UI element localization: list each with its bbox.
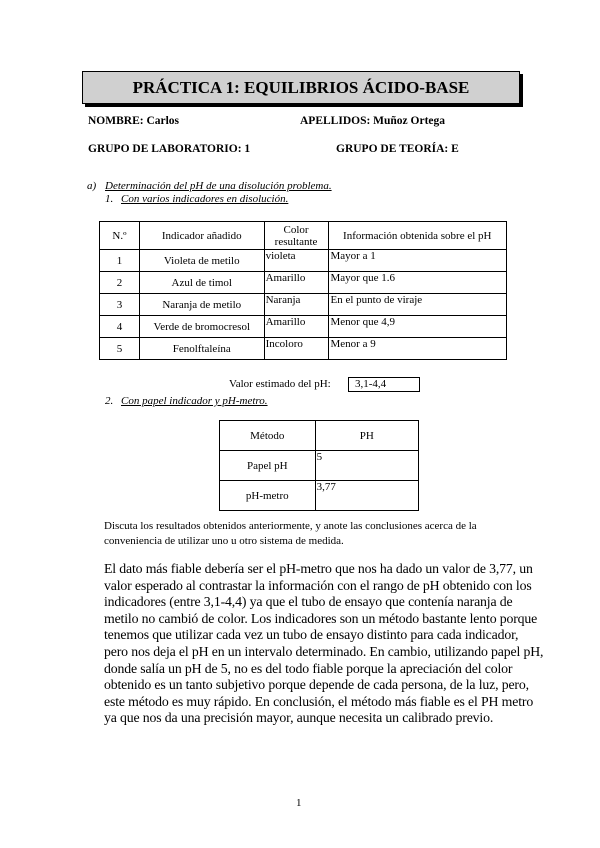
row-info: Mayor que 1.6	[328, 272, 506, 294]
table-row	[100, 338, 507, 360]
header-ph: PH	[315, 421, 418, 451]
row-info: Menor a 9	[328, 338, 506, 360]
row-ph-value: 5	[315, 451, 418, 481]
header-indicator: Indicador añadido	[139, 222, 264, 250]
row-indicator: Verde de bromocresol	[139, 316, 264, 338]
header-number: N.º	[100, 222, 140, 250]
row-info: En el punto de viraje	[328, 294, 506, 316]
row-method: Papel pH	[220, 451, 316, 481]
row-number: 1	[100, 250, 140, 272]
row-indicator: Violeta de metilo	[139, 250, 264, 272]
table-row	[100, 272, 507, 294]
estimate-label: Valor estimado del pH:	[229, 378, 331, 390]
table-row	[100, 294, 507, 316]
table-header-row	[100, 222, 507, 250]
subsection-1-title: Con varios indicadores en disolución.	[121, 193, 289, 205]
row-number: 3	[100, 294, 140, 316]
grupo-laboratorio-field: GRUPO DE LABORATORIO: 1	[88, 143, 251, 155]
grupo-teoria-field: GRUPO DE TEORÍA: E	[336, 143, 459, 155]
row-indicator: Naranja de metilo	[139, 294, 264, 316]
table-row	[100, 316, 507, 338]
header-info: Información obtenida sobre el pH	[328, 222, 506, 250]
row-indicator: Azul de timol	[139, 272, 264, 294]
indicators-table	[99, 221, 507, 360]
page-number: 1	[296, 797, 302, 809]
row-color: Naranja	[264, 294, 328, 316]
row-number: 2	[100, 272, 140, 294]
header-method: Método	[220, 421, 316, 451]
table-header-row	[220, 421, 419, 451]
row-number: 5	[100, 338, 140, 360]
row-color: Amarillo	[264, 272, 328, 294]
table-row	[220, 481, 419, 511]
table-row	[220, 451, 419, 481]
section-a-title: Determinación del pH de una disolución problema.	[105, 180, 332, 192]
row-color: Amarillo	[264, 316, 328, 338]
nombre-field: NOMBRE: Carlos	[88, 115, 180, 127]
table-row	[100, 250, 507, 272]
row-info: Mayor a 1	[328, 250, 506, 272]
discussion-prompt: Discuta los resultados obtenidos anteriormente, y anote las conclusiones acerca de la conveniencia de utilizar uno u otro sistema de medida.	[104, 520, 477, 547]
ph-table	[219, 420, 419, 511]
header-color: Color resultante	[264, 222, 328, 250]
row-indicator: Fenolftaleína	[139, 338, 264, 360]
subsection-2-title: Con papel indicador y pH-metro.	[121, 395, 268, 407]
row-color: Incoloro	[264, 338, 328, 360]
page-title: PRÁCTICA 1: EQUILIBRIOS ÁCIDO-BASE	[82, 71, 520, 104]
answer-text: El dato más fiable debería ser el pH-metro que nos ha dado un valor de 3,77, un valor esperado al contrastar la información con el rango de pH obtenido con los indicadores (entre 3,1-4,4) ya que el tubo de ensayo que contenía naranja de metilo no cambió de color. Los indicadores son un método bastante lento porque tenemos que utilizar cada vez un tubo de ensayo distinto para cada indicador, pero nos deja el pH en un intervalo determinado. En cambio, utilizando papel pH, donde salía un pH de 5, no es del todo fiable porque la apreciación del color obtenido es un tanto subjetivo porque depende de cada persona, de la luz, pero, este método es muy rápido. En conclusión, el método más fiable es el PH metro ya que nos da una precisión mayor, aunque necesita un calibrado previo.	[104, 561, 544, 726]
row-method: pH-metro	[220, 481, 316, 511]
row-color: violeta	[264, 250, 328, 272]
subsection-1-number: 1.	[105, 193, 114, 205]
row-ph-value: 3,77	[315, 481, 418, 511]
apellidos-field: APELLIDOS: Muñoz Ortega	[300, 115, 446, 127]
section-a-label: a)	[87, 180, 97, 192]
subsection-2-number: 2.	[105, 395, 114, 407]
row-number: 4	[100, 316, 140, 338]
row-info: Menor que 4,9	[328, 316, 506, 338]
estimate-value: 3,1-4,4	[348, 377, 420, 392]
